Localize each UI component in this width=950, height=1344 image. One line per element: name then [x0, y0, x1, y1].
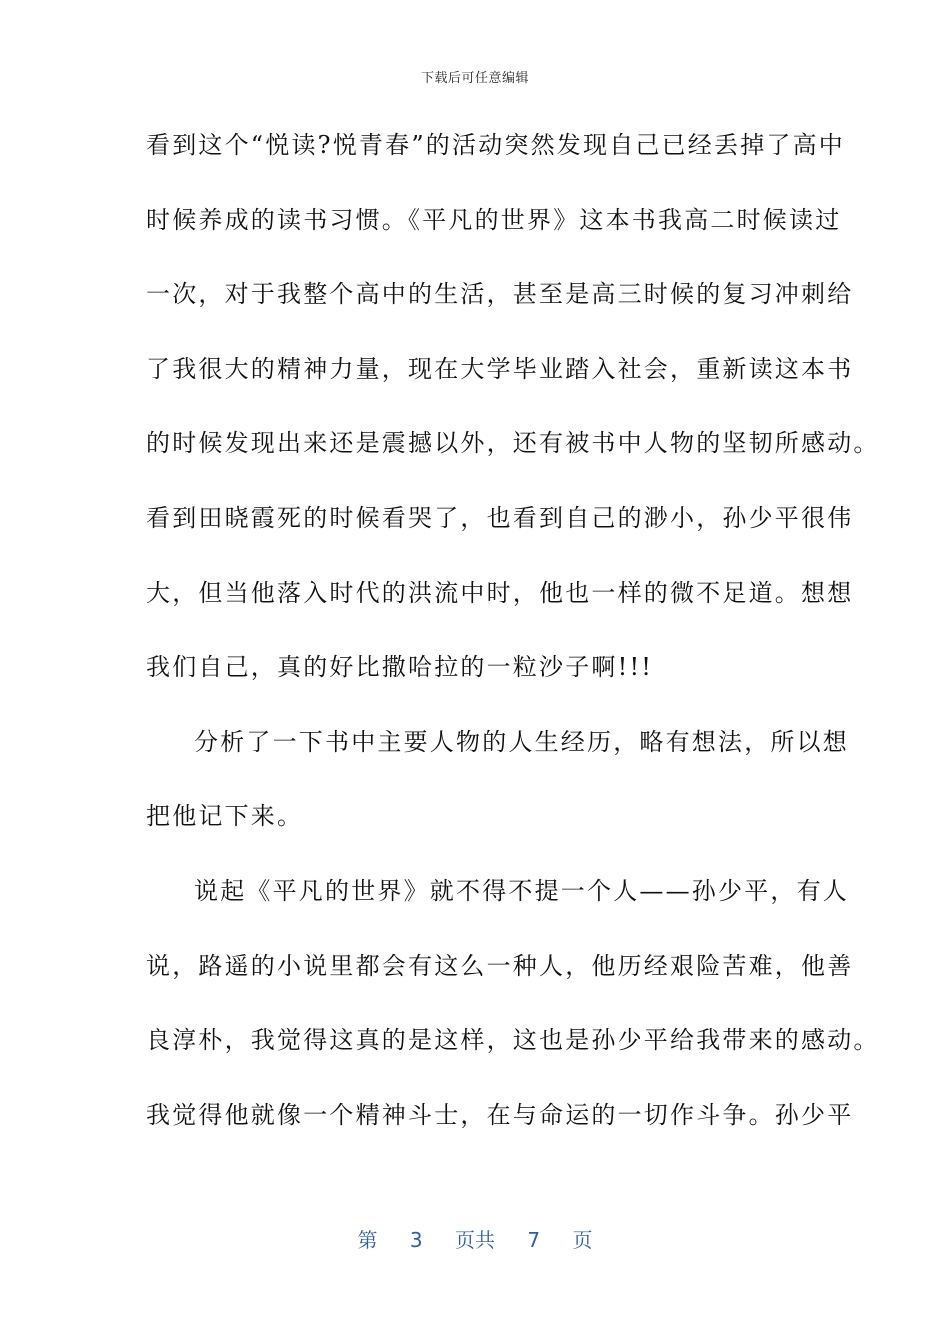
footer-current-page: 3	[409, 1228, 423, 1252]
body-line-2: 时候养成的读书习惯。《平凡的世界》这本书我高二时候读过	[146, 205, 842, 234]
body-line-13: 良淳朴，我觉得这真的是这样，这也是孙少平给我带来的感动。	[146, 1026, 880, 1055]
body-line-8: 我们自己，真的好比撒哈拉的一粒沙子啊!!!	[146, 653, 654, 682]
body-line-5: 的时候发现出来还是震撼以外，还有被书中人物的坚韧所感动。	[146, 429, 880, 458]
footer-middle: 页共	[455, 1228, 495, 1252]
body-line-1: 看到这个“悦读?悦青春”的活动突然发现自己已经丢掉了高中	[146, 131, 846, 159]
page-header: 下载后可任意编辑	[420, 71, 529, 86]
body-line-6: 看到田晓霞死的时候看哭了，也看到自己的渺小，孙少平很伟	[146, 503, 854, 532]
footer-prefix: 第	[357, 1228, 378, 1252]
body-line-7: 大，但当他落入时代的洪流中时，他也一样的微不足道。想想	[146, 578, 854, 607]
footer-total-pages: 7	[527, 1228, 541, 1252]
body-line-3: 一次，对于我整个高中的生活，甚至是高三时候的复习冲刺给	[146, 280, 854, 309]
page-footer	[0, 1224, 950, 1253]
body-line-12: 说，路遥的小说里都会有这么一种人，他历经艰险苦难，他善	[146, 951, 854, 980]
body-line-11: 说起《平凡的世界》就不得不提一个人——孙少平，有人	[194, 876, 849, 905]
body-line-14: 我觉得他就像一个精神斗士，在与命运的一切作斗争。孙少平	[146, 1100, 854, 1129]
body-line-10: 把他记下来。	[146, 802, 304, 831]
body-line-4: 了我很大的精神力量，现在大学毕业踏入社会，重新读这本书	[146, 354, 854, 383]
body-line-9: 分析了一下书中主要人物的人生经历，略有想法，所以想	[194, 727, 849, 756]
document-body	[146, 122, 880, 1166]
footer-suffix: 页	[572, 1228, 593, 1252]
